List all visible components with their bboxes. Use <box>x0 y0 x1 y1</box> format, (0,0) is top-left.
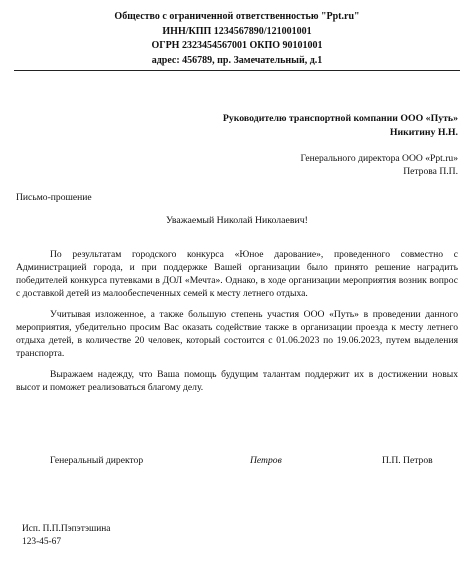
body-paragraph-1: По результатам городского конкурса «Юное дарование», проведенного совместно с Администрацией города, и при поддержке Вашей организации было принято решение наградить победителей конкурса путевками в ДОЛ «Мечта». Однако, в ходе организации мероприятия возник вопрос с доставкой детей из малообеспеченных семей к месту летнего отдыха. <box>16 249 458 299</box>
body-paragraph-2: Учитывая изложенное, а также большую степень участия ООО «Путь» в проведении данного мероприятия, убедительно просим Вас оказать содействие также в организации проезда к месту летнего отдыха детей, в количестве 20 человек, который состоится с 01.06.2023 по 19.06.2023, путем выделения транспорта. <box>16 309 458 359</box>
addressee-title: Руководителю транспортной компании ООО «Путь» <box>222 113 458 124</box>
signature-row <box>16 455 458 469</box>
document-type: Письмо-прошение <box>16 192 92 203</box>
sender-block <box>198 152 458 178</box>
letterhead-divider <box>14 70 460 71</box>
handwritten-signature: Петров <box>250 455 282 466</box>
executor-phone: 123-45-67 <box>22 537 62 547</box>
company-name: Общество с ограниченной ответственностью "Ppt.ru" <box>114 11 360 22</box>
company-ogrn-okpo: ОГРН 2323454567001 ОКПО 90101001 <box>151 40 323 51</box>
sender-name: Петрова П.П. <box>403 166 458 177</box>
company-address: адрес: 456789, пр. Замечательный, д.1 <box>151 54 323 66</box>
addressee-name: Никитину Н.Н. <box>389 126 458 138</box>
signatory-position: Генеральный директор <box>50 455 144 466</box>
body-paragraph-3: Выражаем надежду, что Ваша помощь будущим талантам поддержит их в достижении новых высот и поможет реализоваться благому делу. <box>16 369 458 393</box>
sender-title: Генерального директора ООО «Ppt.ru» <box>300 153 458 164</box>
signatory-name: П.П. Петров <box>382 455 433 466</box>
letter-body <box>16 248 458 402</box>
addressee-block <box>138 112 458 139</box>
executor-block <box>22 523 110 549</box>
company-inn-kpp: ИНН/КПП 1234567890/121001001 <box>162 25 312 37</box>
salutation: Уважаемый Николай Николаевич! <box>166 215 308 226</box>
executor-name: Исп. П.П.Пэпэтэшина <box>22 524 111 534</box>
letterhead <box>16 10 458 68</box>
